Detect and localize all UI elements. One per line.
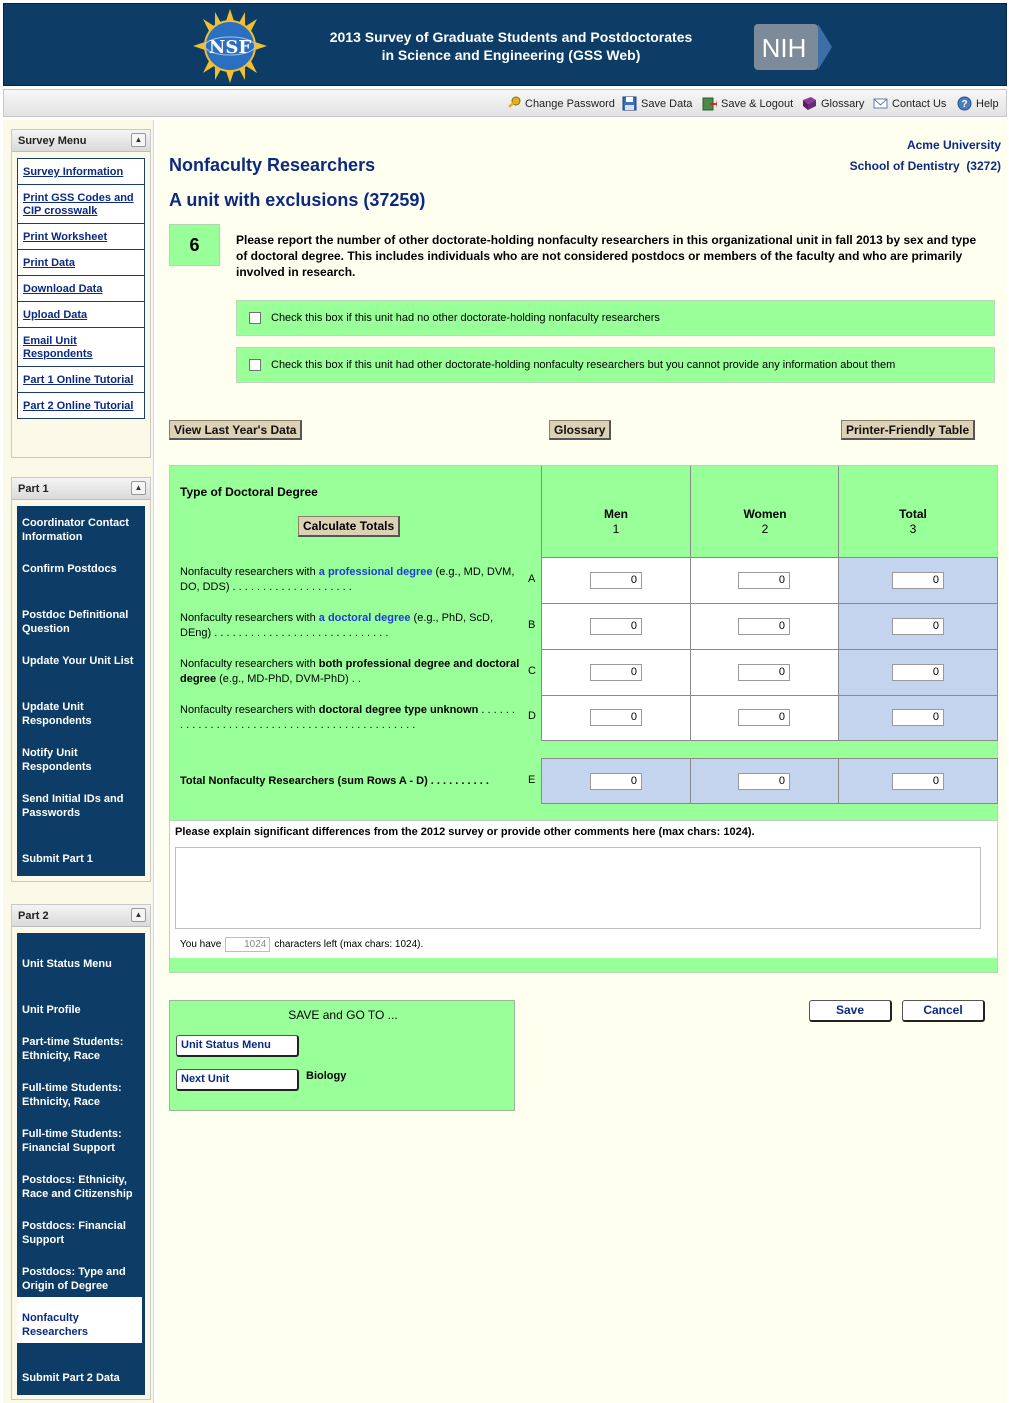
no-info-label: Check this box if this unit had other doctorate-holding nonfaculty researchers but you cannot provide any information about them: [271, 359, 896, 371]
row-b-total-field: 0: [892, 618, 944, 635]
save-button[interactable]: Save: [809, 1000, 892, 1022]
svg-text:NSF: NSF: [208, 37, 252, 58]
floppy-icon: [622, 96, 637, 111]
school-name: School of Dentistry (3272): [849, 159, 1001, 173]
col-header-women: Women 2: [743, 507, 787, 536]
calculate-totals-button[interactable]: Calculate Totals: [298, 516, 400, 537]
question-text: Please report the number of other doctorate-holding nonfaculty researchers in this organizational unit in fall 2013 by sex and type of doctoral degree. This includes individuals who are not considered postdocs or members of the faculty and who are primarily involved in research.: [236, 233, 977, 279]
nav-nonfaculty-researchers[interactable]: Nonfaculty Researchers: [17, 1297, 142, 1343]
no-info-checkbox[interactable]: [249, 359, 261, 371]
printer-friendly-button[interactable]: Printer-Friendly Table: [841, 420, 975, 440]
survey-title-line2: in Science and Engineering (GSS Web): [381, 47, 641, 63]
nav-unit-profile[interactable]: Unit Profile: [22, 1004, 81, 1016]
download-data-link[interactable]: Download Data: [18, 276, 144, 302]
row-c-women-input[interactable]: 0: [738, 664, 790, 681]
nav-postdocs-ethnicity[interactable]: Postdocs: Ethnicity, Race and Citizenship: [22, 1174, 133, 1200]
nav-fulltime-financial[interactable]: Full-time Students: Financial Support: [22, 1128, 122, 1154]
collapse-survey-menu-button[interactable]: ▲: [131, 133, 146, 147]
part1-heading: Part 1 ▲: [12, 478, 150, 500]
row-d-label: Nonfaculty researchers with doctoral degree type unknown . . . . . . . . . . . . . . . . . . . . . . . . . . . . . . . . . . . . . . . . . . . . .: [180, 704, 515, 731]
row-a-label: Nonfaculty researchers with a professional degree (e.g., MD, DVM, DO, DDS) . . . . . . . . . . . . . . . . . . . .: [180, 566, 515, 593]
unit-status-menu-button[interactable]: Unit Status Menu: [176, 1035, 299, 1057]
main-content: [157, 120, 1007, 1403]
nav-unit-status-menu[interactable]: Unit Status Menu: [22, 958, 112, 970]
part1-panel: [11, 477, 151, 882]
svg-text:NIH: NIH: [761, 33, 807, 63]
type-of-degree-header: Type of Doctoral Degree: [180, 485, 318, 499]
nav-parttime-ethnicity[interactable]: Part-time Students: Ethnicity, Race: [22, 1036, 124, 1062]
survey-menu-panel: [11, 129, 151, 458]
part2-nav: [17, 933, 145, 1395]
professional-degree-link[interactable]: a professional degree: [318, 566, 433, 578]
row-a-women-input[interactable]: 0: [738, 572, 790, 589]
comments-textarea[interactable]: [175, 847, 981, 929]
row-a-men-input[interactable]: 0: [590, 572, 642, 589]
nsf-logo: [190, 9, 270, 83]
print-data-link[interactable]: Print Data: [18, 250, 144, 276]
doctoral-degree-link[interactable]: a doctoral degree: [318, 612, 411, 624]
contact-us-link[interactable]: Contact Us: [873, 96, 946, 111]
part2-tutorial-link[interactable]: Part 2 Online Tutorial: [18, 393, 144, 418]
row-b-women-input[interactable]: 0: [738, 618, 790, 635]
part2-panel: [11, 904, 151, 1400]
survey-information-link[interactable]: Survey Information: [18, 159, 144, 185]
survey-title-line1: 2013 Survey of Graduate Students and Postdoctorates: [329, 29, 693, 45]
row-d-total-field: 0: [892, 709, 944, 726]
nav-postdoc-definitional[interactable]: Postdoc Definitional Question: [22, 609, 129, 635]
save-exit-icon: [702, 96, 717, 111]
no-researchers-option: [236, 300, 995, 336]
help-link[interactable]: ? Help: [957, 96, 999, 111]
survey-title: [286, 28, 736, 64]
row-c-label: Nonfaculty researchers with both professional degree and doctoral degree (e.g., MD-PhD, DVM-PhD) . .: [180, 658, 520, 685]
data-table: [169, 465, 998, 973]
toolbar: [3, 89, 1007, 117]
nav-submit-part2[interactable]: Submit Part 2 Data: [22, 1372, 120, 1384]
nav-submit-part1[interactable]: Submit Part 1: [22, 853, 93, 865]
row-b-men-input[interactable]: 0: [590, 618, 642, 635]
col-header-men: Men 1: [604, 507, 628, 536]
row-c-letter: C: [528, 665, 536, 677]
comments-section: [170, 820, 997, 958]
print-worksheet-link[interactable]: Print Worksheet: [18, 224, 144, 250]
row-b-label: Nonfaculty researchers with a doctoral degree (e.g., PhD, ScD, DEng) . . . . . . . . . . . . . . . . . . . . . . . . . . . . .: [180, 612, 494, 639]
no-researchers-checkbox[interactable]: [249, 312, 261, 324]
chars-left-info: You have 1024 characters left (max chars: 1024).: [180, 939, 424, 950]
row-d-letter: D: [528, 710, 536, 722]
nav-send-initial-ids[interactable]: Send Initial IDs and Passwords: [22, 793, 124, 819]
cancel-button[interactable]: Cancel: [902, 1000, 985, 1022]
envelope-icon: [873, 96, 888, 111]
change-password-link[interactable]: Change Password: [506, 96, 615, 111]
glossary-link[interactable]: Glossary: [802, 96, 864, 111]
row-b-letter: B: [528, 619, 536, 631]
save-go-to-label: SAVE and GO TO ...: [288, 1008, 398, 1022]
row-e-label: Total Nonfaculty Researchers (sum Rows A - D) . . . . . . . . . .: [180, 775, 489, 787]
email-unit-respondents-link[interactable]: Email Unit Respondents: [18, 328, 144, 367]
row-e-letter: E: [528, 774, 536, 786]
page-title: Nonfaculty Researchers: [169, 155, 376, 175]
print-gss-codes-link[interactable]: Print GSS Codes and CIP crosswalk: [18, 185, 144, 224]
comments-label: Please explain significant differences from the 2012 survey or provide other comments here (max chars: 1024).: [175, 826, 755, 838]
nav-fulltime-ethnicity[interactable]: Full-time Students: Ethnicity, Race: [22, 1082, 122, 1108]
book-icon: [802, 96, 817, 111]
part1-nav: [17, 506, 145, 876]
row-e-men-field: 0: [590, 773, 642, 790]
glossary-button[interactable]: Glossary: [549, 420, 611, 440]
unit-subtitle: A unit with exclusions (37259): [169, 190, 426, 210]
nih-logo: [754, 24, 832, 70]
help-icon: [957, 96, 972, 111]
survey-menu-links: [17, 158, 145, 419]
nav-notify-unit-respondents[interactable]: Notify Unit Respondents: [22, 747, 92, 773]
save-logout-link[interactable]: Save & Logout: [702, 96, 793, 111]
part2-heading: Part 2 ▲: [12, 905, 150, 927]
header-banner: [3, 3, 1007, 86]
part1-tutorial-link[interactable]: Part 1 Online Tutorial: [18, 367, 144, 393]
collapse-part1-button[interactable]: ▲: [131, 481, 146, 495]
nav-postdocs-financial[interactable]: Postdocs: Financial Support: [22, 1220, 126, 1246]
nav-update-unit-list[interactable]: Update Your Unit List: [22, 655, 134, 667]
row-c-men-input[interactable]: 0: [590, 664, 642, 681]
svg-text:?: ?: [961, 99, 968, 110]
key-icon: [506, 96, 521, 111]
nav-update-unit-respondents[interactable]: Update Unit Respondents: [22, 701, 92, 727]
chars-left-counter: 1024: [225, 937, 270, 952]
save-and-go-to-box: [169, 1000, 515, 1111]
question-number: 6: [169, 224, 220, 266]
col-header-total: Total 3: [899, 507, 927, 536]
nav-coordinator-contact[interactable]: Coordinator Contact Information: [22, 517, 129, 543]
collapse-part2-button[interactable]: ▲: [131, 908, 146, 922]
next-unit-name: Biology: [306, 1070, 347, 1082]
row-a-letter: A: [528, 573, 536, 585]
next-unit-button[interactable]: Next Unit: [176, 1069, 299, 1091]
view-last-year-button[interactable]: View Last Year's Data: [169, 420, 302, 440]
row-d-women-input[interactable]: 0: [738, 709, 790, 726]
row-d-men-input[interactable]: 0: [590, 709, 642, 726]
nav-confirm-postdocs[interactable]: Confirm Postdocs: [22, 563, 117, 575]
sidebar: [3, 120, 154, 1403]
no-info-option: [236, 347, 995, 383]
save-data-link[interactable]: Save Data: [622, 96, 692, 111]
university-name: Acme University: [906, 138, 1001, 152]
row-e-total-field: 0: [892, 773, 944, 790]
upload-data-link[interactable]: Upload Data: [18, 302, 144, 328]
row-a-total-field: 0: [892, 572, 944, 589]
row-e-women-field: 0: [738, 773, 790, 790]
nav-postdocs-type-origin[interactable]: Postdocs: Type and Origin of Degree: [22, 1266, 126, 1292]
no-researchers-label: Check this box if this unit had no other doctorate-holding nonfaculty researchers: [271, 312, 660, 324]
survey-menu-heading: Survey Menu ▲: [12, 130, 150, 152]
row-c-total-field: 0: [892, 664, 944, 681]
